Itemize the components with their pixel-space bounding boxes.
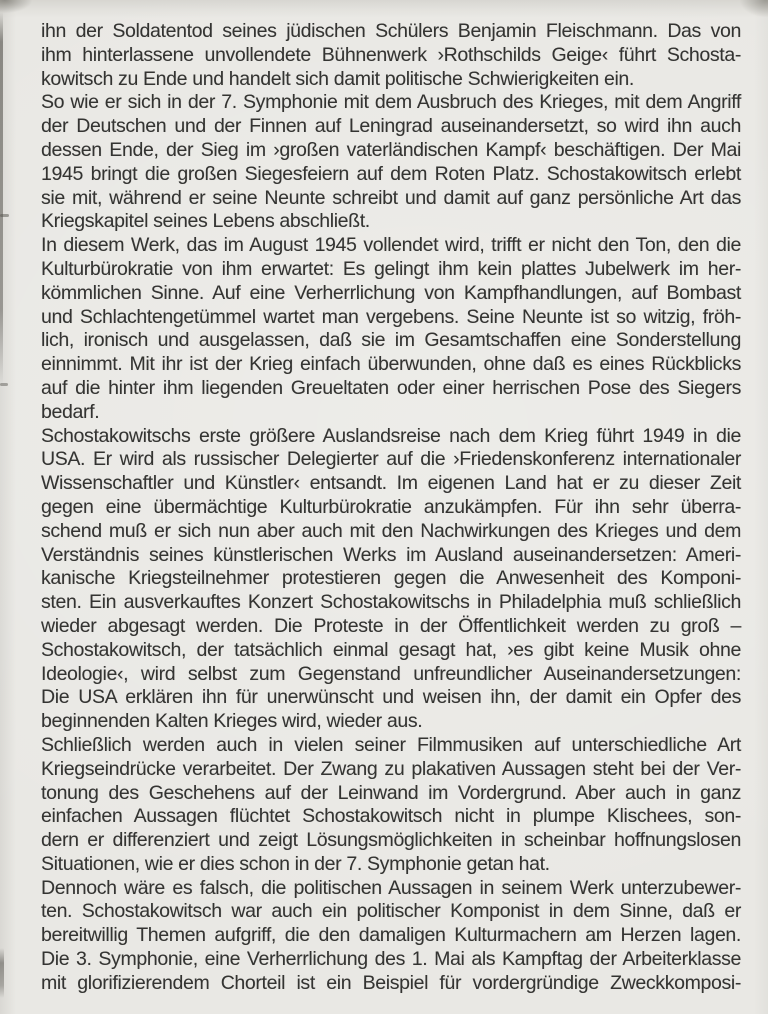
paragraph <box>41 425 741 734</box>
text-line: schend muß er sich nun aber auch mit den Nachwirkungen des Krieges und dem <box>41 519 741 542</box>
text-line: einnimmt. Mit ihr ist der Krieg einfach überwunden, ohne daß es eines Rückblicks <box>41 353 741 376</box>
text-line: tonung des Geschehens auf der Leinwand im Vordergrund. Aber auch in ganz <box>41 781 741 804</box>
text-line: sie mit, während er seine Neunte schreibt und damit auf ganz persönliche Art das <box>41 186 741 209</box>
text-line: Verständnis seines künstlerischen Werks im Ausland auseinandersetzen: Ameri- <box>41 543 741 566</box>
text-line: kömmlichen Sinne. Auf eine Verherrlichung von Kampfhandlungen, auf Bombast <box>41 281 741 304</box>
scan-edge-tick <box>0 214 9 217</box>
paragraph <box>41 234 741 424</box>
scan-edge-shadow-lower <box>0 948 4 998</box>
text-line: Kriegskapitel seines Lebens abschließt. <box>41 210 370 233</box>
text-line: Kriegseindrücke verarbeitet. Der Zwang zu plakativen Aussagen steht bei der Ver- <box>41 757 741 780</box>
text-line: auf die hinter ihm liegenden Greueltaten oder einer herrischen Pose des Siegers <box>41 376 741 399</box>
scan-corner-smudge-top-right <box>740 0 768 17</box>
text-line: mit glorifizierendem Chorteil ist ein Beispiel für vordergründige Zweckkomposi- <box>41 971 741 994</box>
scan-edge-shadow-upper <box>0 12 3 384</box>
text-line: Situationen, wie er dies schon in der 7. Symphonie getan hat. <box>41 852 550 875</box>
text-line: Schließlich werden auch in vielen seiner Filmmusiken auf unterschiedliche Art <box>41 733 741 756</box>
scan-corner-smudge-top-left <box>0 0 32 13</box>
paragraph <box>41 877 741 996</box>
text-line: So wie er sich in der 7. Symphonie mit dem Ausbruch des Krieges, mit dem Angriff <box>41 91 741 114</box>
text-line: bedarf. <box>41 400 100 423</box>
text-line: In diesem Werk, das im August 1945 vollendet wird, trifft er nicht den Ton, den die <box>41 234 741 257</box>
text-line: sten. Ein ausverkauftes Konzert Schostakowitschs in Philadelphia muß schließlich <box>41 591 741 614</box>
text-line: wieder abgesagt werden. Die Proteste in der Öffentlichkeit werden zu groß – <box>41 614 741 637</box>
text-line: ihn der Soldatentod seines jüdischen Schülers Benjamin Fleischmann. Das von <box>41 20 741 42</box>
text-line: einfachen Aussagen flüchtet Schostakowitsch nicht in plumpe Klischees, son- <box>41 805 741 828</box>
text-line: 1945 bringt die großen Siegesfeiern auf dem Roten Platz. Schostakowitsch erlebt <box>41 162 741 185</box>
text-line: lich, ironisch und ausgelassen, daß sie im Gesamtschaffen eine Sonderstellung <box>41 329 741 352</box>
text-line: kowitsch zu Ende und handelt sich damit politische Schwierigkeiten ein. <box>41 67 634 90</box>
text-line: Die USA erklären ihn für unerwünscht und weisen ihn, der damit ein Opfer des <box>41 686 741 709</box>
text-line: ihm hinterlassene unvollendete Bühnenwerk ›Rothschilds Geige‹ führt Schosta- <box>41 43 741 66</box>
text-line: der Deutschen und der Finnen auf Leningrad auseinandersetzt, so wird ihn auch <box>41 115 741 138</box>
text-line: Ideologie‹, wird selbst zum Gegenstand unfreundlicher Auseinandersetzungen: <box>41 662 741 685</box>
text-line: Wissenschaftler und Künstler‹ entsandt. Im eigenen Land hat er zu dieser Zeit <box>41 472 741 495</box>
text-line: gegen eine übermächtige Kulturbürokratie anzukämpfen. Für ihn sehr überra- <box>41 495 741 518</box>
paragraph <box>41 734 741 877</box>
paragraph <box>41 20 741 91</box>
text-line: USA. Er wird als russischer Delegierter auf die ›Friedenskonferenz internationaler <box>41 448 741 471</box>
text-line: beginnenden Kalten Krieges wird, wieder aus. <box>41 710 423 733</box>
text-line: Dennoch wäre es falsch, die politischen Aussagen in seinem Werk unterzubewer- <box>41 876 741 899</box>
paragraph <box>41 91 741 234</box>
text-line: Kulturbürokratie von ihm erwartet: Es gelingt ihm kein plattes Jubelwerk im her- <box>41 257 741 280</box>
text-line: ten. Schostakowitsch war auch ein politischer Komponist in dem Sinne, daß er <box>41 900 741 923</box>
text-line: kanische Kriegsteilnehmer protestieren gegen die Anwesenheit des Komponi- <box>41 567 741 590</box>
text-line: bereitwillig Themen aufgriff, die den damaligen Kulturmachern am Herzen lagen. <box>41 924 741 947</box>
text-line: Schostakowitsch, der tatsächlich einmal gesagt hat, ›es gibt keine Musik ohne <box>41 638 741 661</box>
text-line: dessen Ende, der Sieg im ›großen vaterländischen Kampf‹ beschäftigen. Der Mai <box>41 138 741 161</box>
text-line: und Schlachtengetümmel wartet man vergebens. Seine Neunte ist so witzig, fröh- <box>41 305 741 328</box>
text-line: Schostakowitschs erste größere Auslandsreise nach dem Krieg führt 1949 in die <box>41 424 741 447</box>
text-line: Die 3. Symphonie, eine Verherrlichung des 1. Mai als Kampftag der Arbeiterklasse <box>41 948 741 971</box>
text-column <box>41 20 741 996</box>
text-line: dern er differenziert und zeigt Lösungsmöglichkeiten in scheinbar hoffnungslosen <box>41 829 741 852</box>
scan-edge-tick <box>0 383 8 386</box>
